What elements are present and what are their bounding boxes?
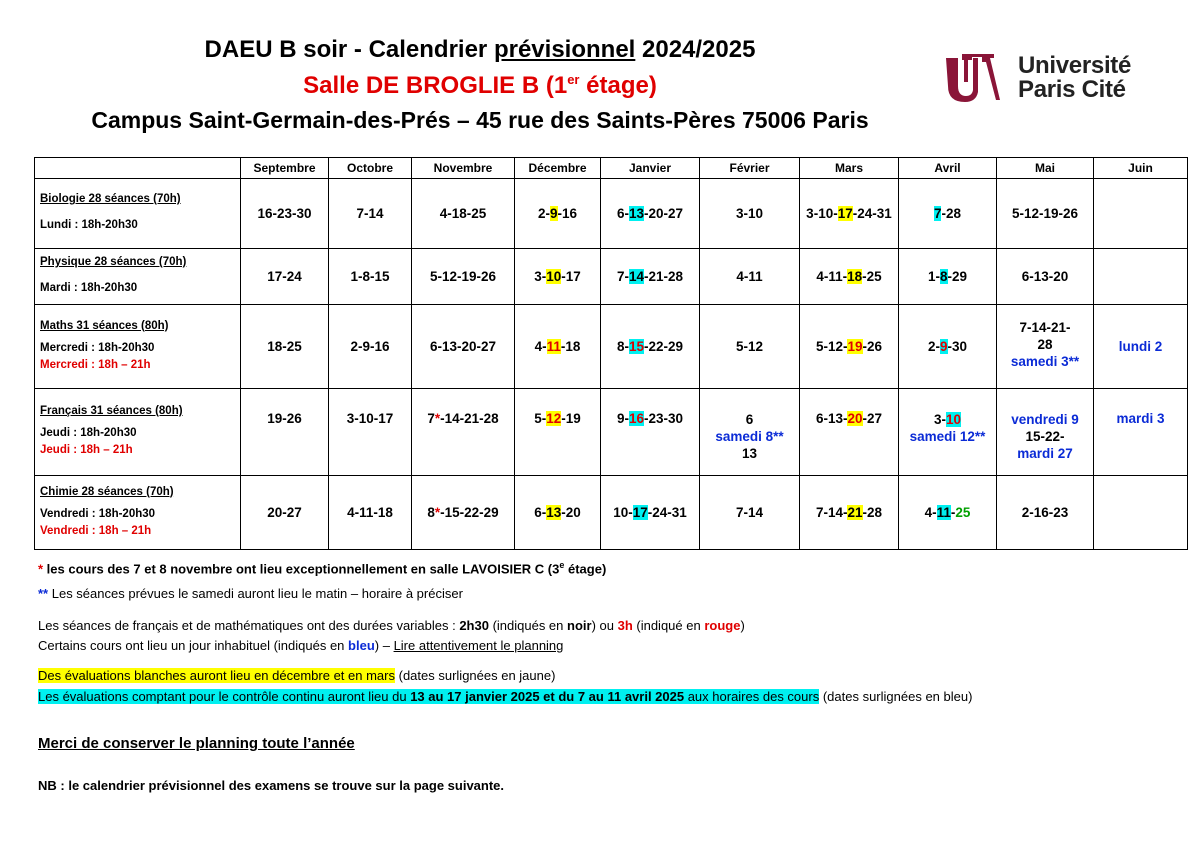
note-text: ) <box>740 618 745 633</box>
note-underlined: Lire attentivement le planning <box>393 638 564 653</box>
date-cell: 7-14-21-28 <box>800 476 899 550</box>
note-sup: e <box>559 560 565 570</box>
note-samedi <box>38 586 463 601</box>
date-cell: 17-24 <box>241 249 329 305</box>
room-title <box>0 72 960 100</box>
month-header: Mai <box>997 158 1094 179</box>
highlighted-date: 13 <box>628 206 644 221</box>
date-cell: 2-16-23 <box>997 476 1094 550</box>
date-cell: 7-28 <box>899 179 997 249</box>
date-cell <box>1094 249 1188 305</box>
date-cell: 8-15-22-29 <box>601 305 700 389</box>
date-cell: 5-12-19-26 <box>800 305 899 389</box>
month-header: Juin <box>1094 158 1188 179</box>
date-cell: 5-12-19 <box>515 389 601 476</box>
note-blue: bleu <box>348 638 375 653</box>
date-cell: 16-23-30 <box>241 179 329 249</box>
campus-address: Campus Saint-Germain-des-Prés – 45 rue des Saints-Pères 75006 Paris <box>91 107 869 133</box>
month-header: Avril <box>899 158 997 179</box>
highlighted-date: 11 <box>546 339 561 354</box>
course-cell <box>35 305 241 389</box>
date-cell: 7-14 <box>700 476 800 550</box>
date-cell <box>899 389 997 476</box>
asterisk-marker: * <box>434 411 441 426</box>
note-text: (dates surlignées en jaune) <box>395 668 556 683</box>
date-cell <box>997 389 1094 476</box>
date-cell: 6-13-20-27 <box>412 305 515 389</box>
course-slot: Mercredi : 18h-20h30 <box>40 341 155 354</box>
course-slot-3h: Mercredi : 18h – 21h <box>40 358 151 371</box>
document-title <box>0 36 960 64</box>
note-continuous-assessment <box>38 689 972 704</box>
schedule-table <box>34 157 1188 550</box>
date-cell: 5-12 <box>700 305 800 389</box>
table-row <box>35 249 1188 305</box>
note-text: ) ou <box>591 618 618 633</box>
note-highlight-yellow: Des évaluations blanches auront lieu en décembre et en mars <box>38 668 395 683</box>
date-cell: 10-17-24-31 <box>601 476 700 550</box>
asterisk-marker: * <box>434 505 441 520</box>
date-cell: 4-11 <box>700 249 800 305</box>
highlighted-date: 13 <box>546 505 562 520</box>
note-text: (dates surlignées en bleu) <box>819 689 973 704</box>
course-slot: Mardi : 18h-20h30 <box>40 282 138 294</box>
room-prefix: Salle DE BROGLIE B (1 <box>303 72 568 99</box>
table-row <box>35 305 1188 389</box>
title-suffix: 2024/2025 <box>635 36 756 63</box>
unusual-day-date: vendredi 9 <box>1011 412 1079 427</box>
date-cell: 1-8-15 <box>329 249 412 305</box>
note-stars: ** <box>38 586 49 601</box>
course-slot: Jeudi : 18h-20h30 <box>40 427 137 439</box>
room-sup: er <box>567 72 580 87</box>
highlighted-date: 19 <box>847 339 863 354</box>
note-lavoisier <box>38 560 606 576</box>
date-cell: 2-9-16 <box>329 305 412 389</box>
highlighted-date: 16 <box>628 411 644 426</box>
date-cell: 7-14-21-28 <box>601 249 700 305</box>
course-name: Physique 28 séances (70h) <box>40 256 187 268</box>
note-text: (indiqué en <box>632 618 705 633</box>
unusual-day-date: mardi 27 <box>1017 446 1073 461</box>
date-line: 6 <box>745 412 754 427</box>
course-name: Maths 31 séances (80h) <box>40 319 169 332</box>
unusual-day-date: samedi 8** <box>715 429 784 444</box>
note-star: * <box>38 561 44 577</box>
date-cell: 5-12-19-26 <box>997 179 1094 249</box>
date-cell <box>1094 476 1188 550</box>
highlighted-date: 14 <box>628 269 644 284</box>
note-text: (indiqués en <box>488 618 568 633</box>
note-text: Les séances de français et de mathématiques ont des durées variables : <box>38 618 460 633</box>
date-cell: 3-10-17 <box>329 389 412 476</box>
note-keep-planning: Merci de conserver le planning toute l’année <box>38 735 355 752</box>
note-red: rouge <box>704 618 741 633</box>
course-slot-3h: Vendredi : 18h – 21h <box>40 524 152 537</box>
month-header: Janvier <box>601 158 700 179</box>
room-suffix: étage) <box>579 72 657 99</box>
date-cell <box>997 305 1094 389</box>
highlighted-date: 10 <box>945 412 962 427</box>
highlighted-date: 15 <box>628 339 644 354</box>
date-cell: 18-25 <box>241 305 329 389</box>
date-cell: 8*-15-22-29 <box>412 476 515 550</box>
course-slot: Vendredi : 18h-20h30 <box>40 507 156 520</box>
date-cell: 19-26 <box>241 389 329 476</box>
month-header: Septembre <box>241 158 329 179</box>
table-row <box>35 476 1188 550</box>
date-cell: 3-10-17-24-31 <box>800 179 899 249</box>
course-cell <box>35 179 241 249</box>
highlighted-date: 9 <box>939 339 948 354</box>
date-cell: lundi 2 <box>1094 305 1188 389</box>
month-header: Octobre <box>329 158 412 179</box>
highlighted-date: 20 <box>847 411 863 426</box>
date-cell: 4-11-25 <box>899 476 997 550</box>
course-slot: Lundi : 18h-20h30 <box>40 219 138 231</box>
note-bold: 2h30 <box>459 618 489 633</box>
date-cell: mardi 3 <box>1094 389 1188 476</box>
course-name: Chimie 28 séances (70h) <box>40 485 174 498</box>
date-cell <box>1094 179 1188 249</box>
date-line: 3-10 <box>933 412 962 427</box>
highlighted-date: 21 <box>847 505 863 520</box>
highlighted-date: 9 <box>549 206 558 221</box>
logo-line-1: Université <box>1018 52 1132 79</box>
date-cell: 2-9-30 <box>899 305 997 389</box>
highlighted-date: 11 <box>936 505 951 520</box>
highlighted-date: 25 <box>955 505 971 520</box>
date-cell: 4-11-18 <box>329 476 412 550</box>
table-header-row <box>35 158 1188 179</box>
university-logo <box>942 52 1142 108</box>
page-header <box>0 0 1200 150</box>
month-header: Décembre <box>515 158 601 179</box>
note-text: ) – <box>374 638 394 653</box>
highlighted-date: 10 <box>546 269 562 284</box>
date-cell: 3-10 <box>700 179 800 249</box>
note-unusual-days <box>38 638 563 653</box>
note-text: étage) <box>564 561 607 577</box>
logo-line-2: Paris Cité <box>1018 76 1126 103</box>
unusual-day-date: samedi 12** <box>909 429 986 444</box>
title-underlined: prévisionnel <box>493 36 636 63</box>
course-name: Biologie 28 séances (70h) <box>40 193 181 205</box>
date-cell: 2-9-16 <box>515 179 601 249</box>
note-nb: NB : le calendrier prévisionnel des examens se trouve sur la page suivante. <box>38 778 505 793</box>
unusual-day-date: samedi 3** <box>1010 354 1080 369</box>
note-highlight-cyan: aux horaires des cours <box>684 689 820 704</box>
month-header: Mars <box>800 158 899 179</box>
note-text: Les séances prévues le samedi auront lieu le matin – horaire à préciser <box>48 586 463 601</box>
note-text: Certains cours ont lieu un jour inhabituel (indiqués en <box>38 638 349 653</box>
highlighted-date: 18 <box>847 269 863 284</box>
date-cell: 9-16-23-30 <box>601 389 700 476</box>
date-cell <box>700 389 800 476</box>
date-line: 28 <box>1037 337 1053 352</box>
note-highlight-cyan: Les évaluations comptant pour le contrôle continu auront lieu du <box>38 689 411 704</box>
course-cell <box>35 476 241 550</box>
date-line: 7-14-21- <box>1019 320 1071 335</box>
date-cell: 1-8-29 <box>899 249 997 305</box>
date-cell: 6-13-20-27 <box>800 389 899 476</box>
date-cell: 6-13-20-27 <box>601 179 700 249</box>
date-cell: 4-11-18-25 <box>800 249 899 305</box>
date-line: 15-22- <box>1025 429 1065 444</box>
date-line: 13 <box>741 446 758 461</box>
highlighted-date: 7 <box>933 206 942 221</box>
table-row <box>35 179 1188 249</box>
highlighted-date: 8 <box>939 269 948 284</box>
course-slot-3h: Jeudi : 18h – 21h <box>40 444 133 456</box>
date-cell: 3-10-17 <box>515 249 601 305</box>
highlighted-date: 12 <box>546 411 562 426</box>
course-name: Français 31 séances (80h) <box>40 405 183 417</box>
note-mock-exams <box>38 668 555 683</box>
date-cell: 7-14 <box>329 179 412 249</box>
note-bold: noir <box>567 618 592 633</box>
date-cell: 4-18-25 <box>412 179 515 249</box>
title-prefix: DAEU B soir - Calendrier <box>204 36 494 63</box>
note-highlight-cyan-bold: 13 au 17 janvier 2025 et du 7 au 11 avril 2025 <box>410 689 685 704</box>
date-cell: 4-11-18 <box>515 305 601 389</box>
date-cell: 7*-14-21-28 <box>412 389 515 476</box>
date-cell: 6-13-20 <box>515 476 601 550</box>
table-row <box>35 389 1188 476</box>
date-cell: 5-12-19-26 <box>412 249 515 305</box>
date-cell: 20-27 <box>241 476 329 550</box>
course-cell <box>35 249 241 305</box>
university-logo-text <box>1018 54 1131 102</box>
month-header: Novembre <box>412 158 515 179</box>
note-red: 3h <box>617 618 633 633</box>
highlighted-date: 17 <box>837 206 853 221</box>
month-header: Février <box>700 158 800 179</box>
note-durations <box>38 618 745 633</box>
date-cell: 6-13-20 <box>997 249 1094 305</box>
note-text: les cours des 7 et 8 novembre ont lieu exceptionnellement en salle LAVOISIER C (3 <box>43 561 560 577</box>
course-cell <box>35 389 241 476</box>
university-logo-mark-icon <box>942 52 1006 104</box>
highlighted-date: 17 <box>632 505 648 520</box>
header-empty-cell <box>35 158 241 179</box>
